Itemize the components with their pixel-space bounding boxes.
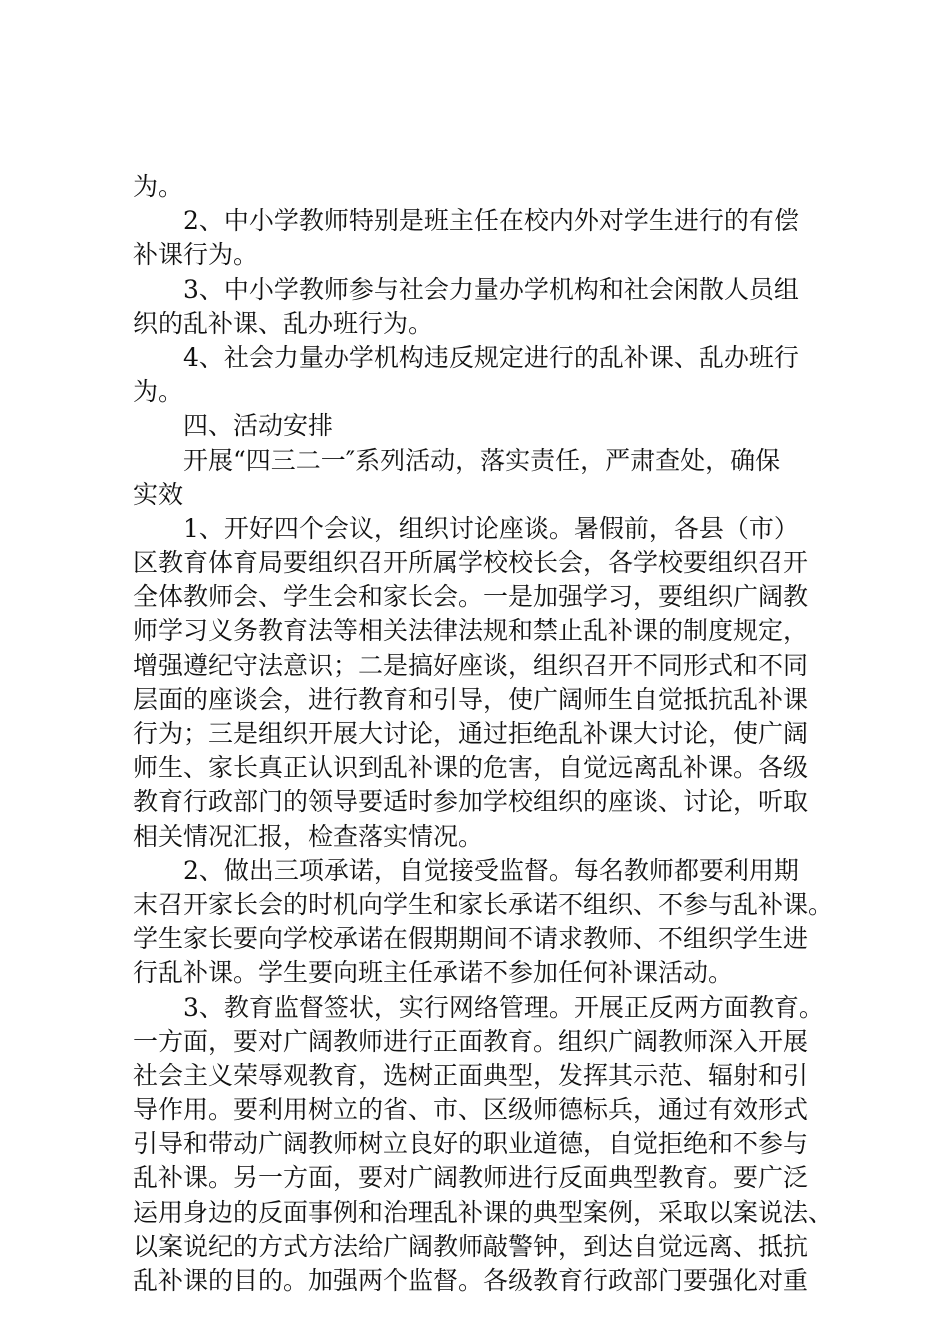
text-line: 为。: [133, 172, 184, 201]
text-line: 师生、家长真正认识到乱补课的危害，自觉远离乱补课。各级: [133, 753, 809, 783]
text-line: 学生家长要向学校承诺在假期期间不请求教师、不组织学生进: [133, 924, 809, 954]
text-line: 一方面，要对广阔教师进行正面教育。组织广阔教师深入开展: [133, 1026, 809, 1056]
text-line: 2、中小学教师特别是班主任在校内外对学生进行的有偿: [183, 206, 799, 236]
text-line: 织的乱补课、乱办班行为。: [133, 308, 434, 338]
text-line: 增强遵纪守法意识；二是搞好座谈，组织召开不同形式和不同: [133, 650, 809, 680]
text-line: 乱补课。另一方面，要对广阔教师进行反面典型教育。要广泛: [133, 1163, 809, 1193]
text-line: 2、做出三项承诺，自觉接受监督。每名教师都要利用期: [183, 855, 799, 885]
text-line: 3、教育监督签状，实行网络管理。开展正反两方面教育。: [183, 992, 824, 1022]
text-line: 师学习义务教育法等相关法律法规和禁止乱补课的制度规定，: [133, 616, 809, 646]
text-line: 引导和带动广阔教师树立良好的职业道德，自觉拒绝和不参与: [133, 1129, 809, 1159]
text-line: 区教育体育局要组织召开所属学校校长会，各学校要组织召开: [133, 548, 809, 578]
text-line: 实效: [133, 479, 184, 509]
text-line: 全体教师会、学生会和家长会。一是加强学习，要组织广阔教: [133, 582, 809, 612]
text-line: 相关情况汇报，检查落实情况。: [133, 821, 484, 851]
text-line: 乱补课的目的。加强两个监督。各级教育行政部门要强化对重: [133, 1266, 809, 1295]
text-line: 社会主义荣辱观教育，选树正面典型，发挥其示范、辐射和引: [133, 1060, 809, 1090]
text-line: 行乱补课。学生要向班主任承诺不参加任何补课活动。: [133, 958, 734, 988]
text-line: 运用身边的反面事例和治理乱补课的典型案例，采取以案说法、: [133, 1197, 834, 1227]
text-line: 为。: [133, 377, 184, 407]
text-line: 4、社会力量办学机构违反规定进行的乱补课、乱办班行: [183, 342, 799, 372]
text-line: 导作用。要利用树立的省、市、区级师德标兵，通过有效形式: [133, 1095, 809, 1125]
text-line: 补课行为。: [133, 240, 259, 270]
document-body: [133, 170, 834, 1298]
text-line: 1、开好四个会议，组织讨论座谈。暑假前，各县（市）: [183, 513, 799, 543]
text-line: 开展“四三二一″系列活动，落实责任，严肃查处，确保: [183, 445, 781, 475]
text-line: 末召开家长会的时机向学生和家长承诺不组织、不参与乱补课。: [133, 889, 834, 919]
text-line: 四、活动安排: [183, 411, 334, 441]
text-line: 3、中小学教师参与社会力量办学机构和社会闲散人员组: [183, 274, 799, 304]
text-line: 层面的座谈会，进行教育和引导，使广阔师生自觉抵抗乱补课: [133, 684, 809, 714]
text-line: 教育行政部门的领导要适时参加学校组织的座谈、讨论，听取: [133, 787, 809, 817]
text-line: 行为；三是组织开展大讨论，通过拒绝乱补课大讨论，使广阔: [133, 719, 809, 748]
text-line: 以案说纪的方式方法给广阔教师敲警钟，到达自觉远离、抵抗: [133, 1231, 809, 1261]
